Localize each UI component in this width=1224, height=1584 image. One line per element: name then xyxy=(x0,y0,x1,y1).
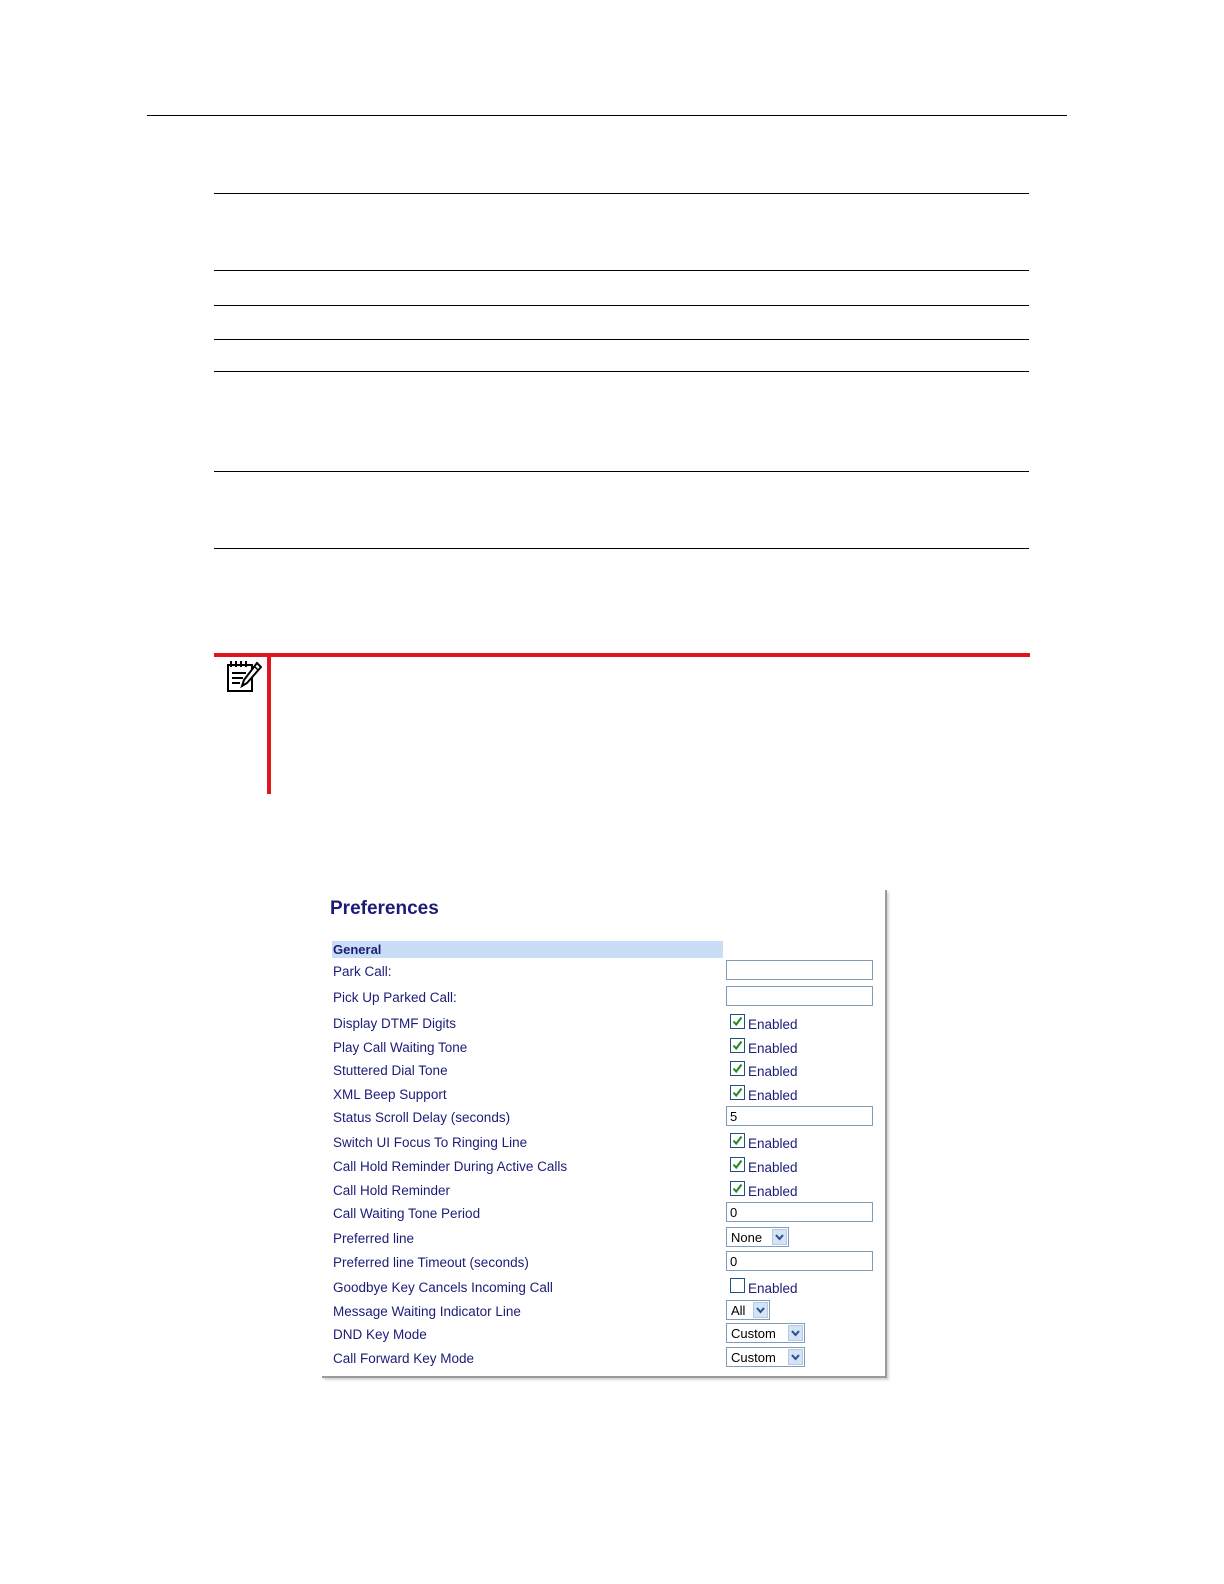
preference-row xyxy=(322,1323,882,1345)
preference-select[interactable] xyxy=(726,1323,805,1343)
preference-label: Preferred line Timeout (seconds) xyxy=(333,1255,529,1270)
preference-row xyxy=(322,1276,882,1298)
preference-label: Preferred line xyxy=(333,1231,415,1246)
preference-checkbox[interactable] xyxy=(730,1278,745,1293)
preference-text-input[interactable] xyxy=(726,960,873,980)
checkbox-label: Enabled xyxy=(748,1160,798,1175)
preference-checkbox[interactable] xyxy=(730,1181,745,1196)
preference-checkbox[interactable] xyxy=(730,1038,745,1053)
preference-label: Park Call: xyxy=(333,964,392,979)
chevron-down-icon[interactable] xyxy=(788,1349,803,1365)
preference-select[interactable] xyxy=(726,1347,805,1367)
section-label: General xyxy=(333,942,382,957)
preference-row xyxy=(322,1059,882,1081)
preference-text-input[interactable]: 5 xyxy=(726,1106,873,1126)
checkbox-label: Enabled xyxy=(748,1017,798,1032)
note-side-bar xyxy=(267,653,271,794)
table-rule xyxy=(214,339,1029,340)
preference-label: Call Hold Reminder During Active Calls xyxy=(333,1159,568,1174)
preference-text-input[interactable] xyxy=(726,986,873,1006)
notepad-pencil-icon xyxy=(226,660,262,694)
preference-select[interactable] xyxy=(726,1227,789,1247)
preference-row xyxy=(322,1227,882,1249)
preference-row xyxy=(322,1251,882,1273)
checkbox-label: Enabled xyxy=(748,1281,798,1296)
preference-checkbox[interactable] xyxy=(730,1085,745,1100)
preference-row xyxy=(322,1083,882,1105)
checkbox-label: Enabled xyxy=(748,1041,798,1056)
preference-text-input[interactable]: 0 xyxy=(726,1251,873,1271)
checkbox-label: Enabled xyxy=(748,1136,798,1151)
preference-label: Display DTMF Digits xyxy=(333,1016,457,1031)
preference-checkbox[interactable] xyxy=(730,1157,745,1172)
note-top-bar xyxy=(214,653,1030,657)
preference-row xyxy=(322,1131,882,1153)
preference-label: Call Waiting Tone Period xyxy=(333,1206,481,1221)
preference-label: Status Scroll Delay (seconds) xyxy=(333,1110,511,1125)
select-value: Custom xyxy=(731,1350,776,1365)
select-value: All xyxy=(731,1303,746,1318)
select-value: Custom xyxy=(731,1326,776,1341)
preference-row xyxy=(322,986,882,1008)
preference-label: Call Hold Reminder xyxy=(333,1183,451,1198)
preference-label: Message Waiting Indicator Line xyxy=(333,1304,521,1319)
preference-label: Switch UI Focus To Ringing Line xyxy=(333,1135,528,1150)
preference-label: DND Key Mode xyxy=(333,1327,427,1342)
panel-title: Preferences xyxy=(330,898,439,919)
preference-label: Pick Up Parked Call: xyxy=(333,990,457,1005)
preference-row xyxy=(322,1179,882,1201)
preference-row xyxy=(322,1012,882,1034)
preferences-panel xyxy=(322,890,887,1378)
table-rule xyxy=(214,471,1029,472)
preference-label: Call Forward Key Mode xyxy=(333,1351,475,1366)
preference-text-input[interactable]: 0 xyxy=(726,1202,873,1222)
table-rule xyxy=(214,371,1029,372)
select-value: None xyxy=(731,1230,763,1245)
checkbox-label: Enabled xyxy=(748,1088,798,1103)
preference-label: XML Beep Support xyxy=(333,1087,447,1102)
checkbox-label: Enabled xyxy=(748,1064,798,1079)
checkbox-label: Enabled xyxy=(748,1184,798,1199)
preference-label: Stuttered Dial Tone xyxy=(333,1063,448,1078)
preference-label: Goodbye Key Cancels Incoming Call xyxy=(333,1280,553,1295)
chevron-down-icon[interactable] xyxy=(753,1302,768,1318)
preference-row xyxy=(322,1106,882,1128)
preference-checkbox[interactable] xyxy=(730,1014,745,1029)
section-header-general xyxy=(332,941,723,958)
preference-row xyxy=(322,960,882,982)
chevron-down-icon[interactable] xyxy=(772,1229,787,1245)
chevron-down-icon[interactable] xyxy=(788,1325,803,1341)
table-rule xyxy=(214,270,1029,271)
table-rule xyxy=(214,305,1029,306)
preference-row xyxy=(322,1347,882,1369)
preference-label: Play Call Waiting Tone xyxy=(333,1040,468,1055)
preference-checkbox[interactable] xyxy=(730,1133,745,1148)
page-header-rule xyxy=(147,115,1067,116)
preference-row xyxy=(322,1202,882,1224)
table-rule xyxy=(214,548,1029,549)
preference-row xyxy=(322,1300,882,1322)
preference-select[interactable] xyxy=(726,1300,770,1320)
preference-checkbox[interactable] xyxy=(730,1061,745,1076)
table-rule xyxy=(214,193,1029,194)
preference-row xyxy=(322,1036,882,1058)
preference-row xyxy=(322,1155,882,1177)
